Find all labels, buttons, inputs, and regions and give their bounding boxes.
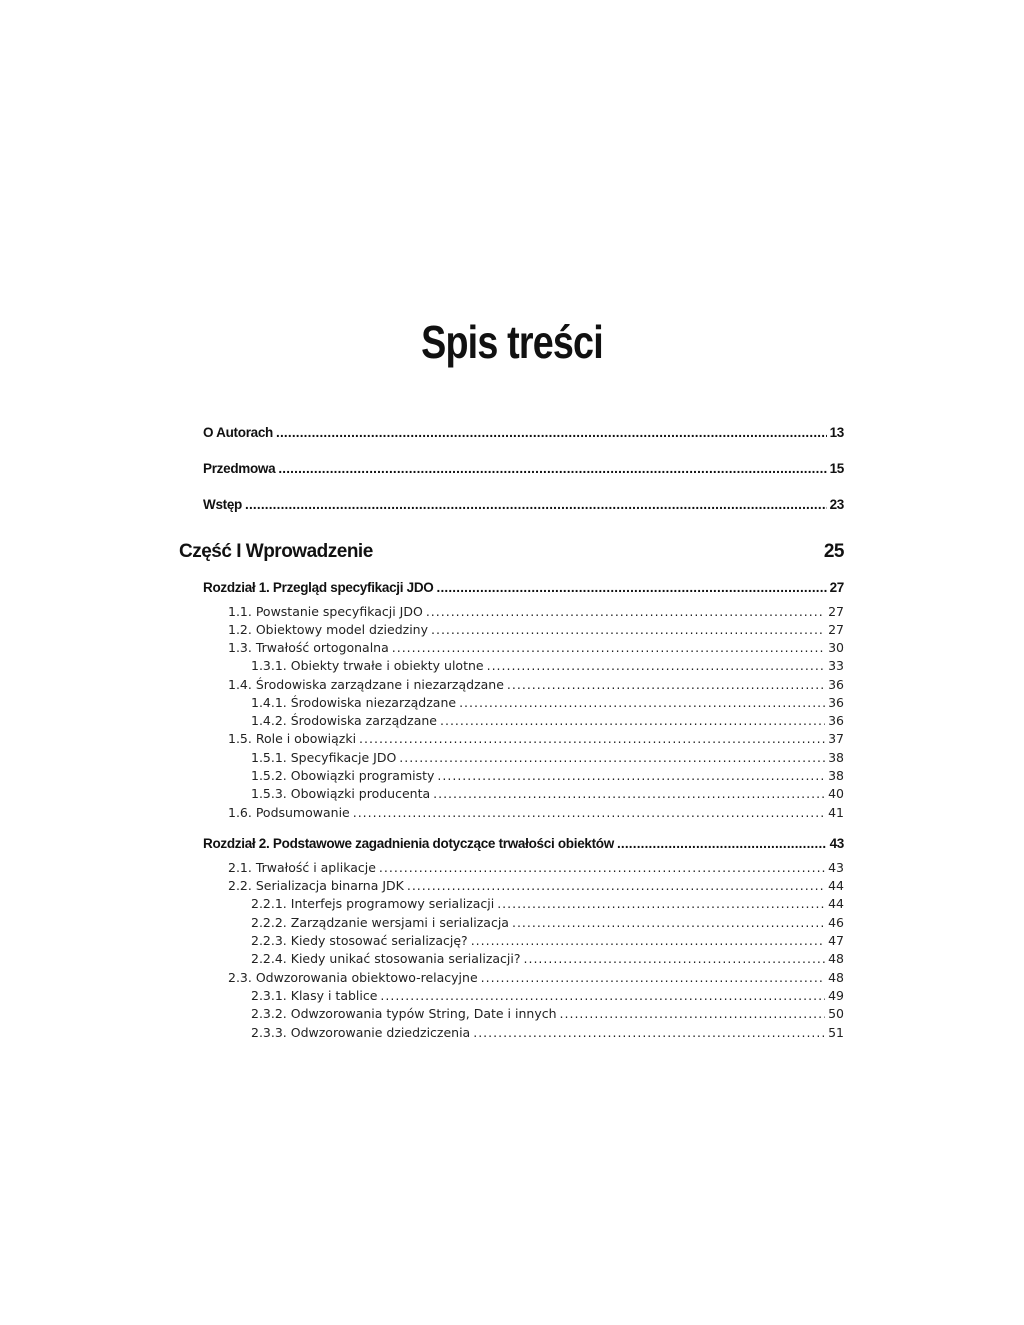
dot-leader <box>560 1006 826 1021</box>
toc-entry-title: 2.1. Trwałość i aplikacje <box>228 860 376 875</box>
toc-entry-o-autorach[interactable] <box>203 425 844 440</box>
chapter-title: Rozdział 2. Podstawowe zagadnienia dotyczące trwałości obiektów <box>203 836 614 851</box>
chapter-page: 27 <box>829 580 844 595</box>
toc-entry-title: 1.6. Podsumowanie <box>228 805 350 820</box>
toc-entry-title: 1.1. Powstanie specyfikacji JDO <box>228 604 423 619</box>
toc-entry-page: 36 <box>828 713 844 728</box>
dot-leader <box>407 878 825 893</box>
toc-entry[interactable] <box>251 915 844 930</box>
toc-entry-page: 44 <box>828 896 844 911</box>
dot-leader <box>359 731 825 746</box>
dot-leader <box>437 768 825 783</box>
toc-entry-page: 13 <box>829 425 844 440</box>
toc-entry[interactable] <box>251 1006 844 1021</box>
toc-entry[interactable] <box>251 988 844 1003</box>
toc-entry-wstep[interactable] <box>203 497 844 512</box>
toc-entry-page: 41 <box>828 805 844 820</box>
toc-entry-page: 38 <box>828 750 844 765</box>
toc-entry-title: 2.2.4. Kiedy unikać stosowania serializacji? <box>251 951 521 966</box>
dot-leader <box>459 695 825 710</box>
toc-entry-page: 44 <box>828 878 844 893</box>
toc-entry[interactable] <box>251 750 844 765</box>
dot-leader <box>276 425 827 440</box>
toc-entry-title: 1.5.3. Obowiązki producenta <box>251 786 431 801</box>
toc-entry[interactable] <box>228 731 844 746</box>
toc-entry-page: 15 <box>829 461 844 476</box>
toc-entry-title: O Autorach <box>203 425 274 440</box>
toc-entry[interactable] <box>228 805 844 820</box>
dot-leader <box>617 836 827 851</box>
dot-leader <box>392 640 825 655</box>
toc-entry-title: 1.4.1. Środowiska niezarządzane <box>251 695 457 710</box>
dot-leader <box>440 713 825 728</box>
toc-entry-title: 1.5. Role i obowiązki <box>228 731 357 746</box>
toc-entry[interactable] <box>228 622 844 637</box>
toc-entry-page: 27 <box>828 604 844 619</box>
toc-entry[interactable] <box>251 951 844 966</box>
toc-entry[interactable] <box>228 860 844 875</box>
toc-entry[interactable] <box>228 640 844 655</box>
toc-entry-page: 36 <box>828 695 844 710</box>
toc-entry-title: 2.3.1. Klasy i tablice <box>251 988 378 1003</box>
part-title: Część I Wprowadzenie <box>179 541 373 562</box>
toc-entry[interactable] <box>251 768 844 783</box>
toc-entry-przedmowa[interactable] <box>203 461 844 476</box>
toc-entry-page: 47 <box>828 933 844 948</box>
toc-entry-page: 48 <box>828 970 844 985</box>
toc-entry-page: 40 <box>828 786 844 801</box>
dot-leader <box>353 805 825 820</box>
part-heading[interactable] <box>179 541 844 563</box>
toc-entry-page: 27 <box>828 622 844 637</box>
toc-entry[interactable] <box>228 677 844 692</box>
toc-entry-page: 43 <box>828 860 844 875</box>
toc-entry[interactable] <box>228 970 844 985</box>
dot-leader <box>278 461 826 476</box>
toc-entry-page: 33 <box>828 658 844 673</box>
toc-entry-title: 2.3. Odwzorowania obiektowo-relacyjne <box>228 970 478 985</box>
dot-leader <box>524 951 826 966</box>
toc-entry-page: 30 <box>828 640 844 655</box>
dot-leader <box>426 604 825 619</box>
toc-entry-title: 1.3.1. Obiekty trwałe i obiekty ulotne <box>251 658 484 673</box>
toc-entry-title: 2.3.2. Odwzorowania typów String, Date i innych <box>251 1006 557 1021</box>
toc-entry-title: 1.3. Trwałość ortogonalna <box>228 640 389 655</box>
toc-entry-page: 51 <box>828 1025 844 1040</box>
page-title: Spis treści <box>421 316 603 368</box>
chapter-page: 43 <box>829 836 844 851</box>
dot-leader <box>380 988 825 1003</box>
dot-leader <box>471 933 825 948</box>
toc-entry[interactable] <box>251 786 844 801</box>
toc-entry-title: 2.2. Serializacja binarna JDK <box>228 878 404 893</box>
part-page: 25 <box>823 541 844 562</box>
toc-entry-page: 37 <box>828 731 844 746</box>
toc-entry-title: Przedmowa <box>203 461 276 476</box>
dot-leader <box>433 786 825 801</box>
dot-leader <box>473 1025 825 1040</box>
toc-entry[interactable] <box>251 896 844 911</box>
dot-leader <box>481 970 825 985</box>
dot-leader <box>487 658 825 673</box>
dot-leader <box>379 860 825 875</box>
dot-leader <box>245 497 827 512</box>
toc-entry-page: 36 <box>828 677 844 692</box>
toc-entry[interactable] <box>228 604 844 619</box>
toc-entry-title: 2.2.2. Zarządzanie wersjami i serializacja <box>251 915 509 930</box>
chapter-title: Rozdział 1. Przegląd specyfikacji JDO <box>203 580 434 595</box>
toc-entry-title: 2.3.3. Odwzorowanie dziedziczenia <box>251 1025 471 1040</box>
toc-entry-page: 50 <box>828 1006 844 1021</box>
toc-entry-title: Wstęp <box>203 497 243 512</box>
toc-entry-title: 1.4. Środowiska zarządzane i niezarządzane <box>228 677 504 692</box>
toc-entry-title: 1.5.2. Obowiązki programisty <box>251 768 435 783</box>
dot-leader <box>512 915 825 930</box>
chapter-heading-2[interactable] <box>203 836 844 851</box>
toc-entry-title: 2.2.1. Interfejs programowy serializacji <box>251 896 495 911</box>
dot-leader <box>399 750 825 765</box>
toc-entry[interactable] <box>251 695 844 710</box>
toc-entry[interactable] <box>251 713 844 728</box>
toc-entry-title: 1.4.2. Środowiska zarządzane <box>251 713 437 728</box>
toc-entry[interactable] <box>251 933 844 948</box>
chapter-heading-1[interactable] <box>203 580 844 595</box>
toc-entry-title: 2.2.3. Kiedy stosować serializację? <box>251 933 468 948</box>
toc-entry-title: 1.5.1. Specyfikacje JDO <box>251 750 397 765</box>
toc-entry-title: 1.2. Obiektowy model dziedziny <box>228 622 428 637</box>
toc-entry-page: 48 <box>828 951 844 966</box>
toc-entry-page: 38 <box>828 768 844 783</box>
toc-entry[interactable] <box>251 1025 844 1040</box>
toc-entry[interactable] <box>251 658 844 673</box>
dot-leader <box>437 580 827 595</box>
dot-leader <box>497 896 825 911</box>
toc-entry-page: 46 <box>828 915 844 930</box>
dot-leader <box>507 677 825 692</box>
toc-entry-page: 49 <box>828 988 844 1003</box>
dot-leader <box>431 622 825 637</box>
toc-entry-page: 23 <box>829 497 844 512</box>
toc-entry[interactable] <box>228 878 844 893</box>
